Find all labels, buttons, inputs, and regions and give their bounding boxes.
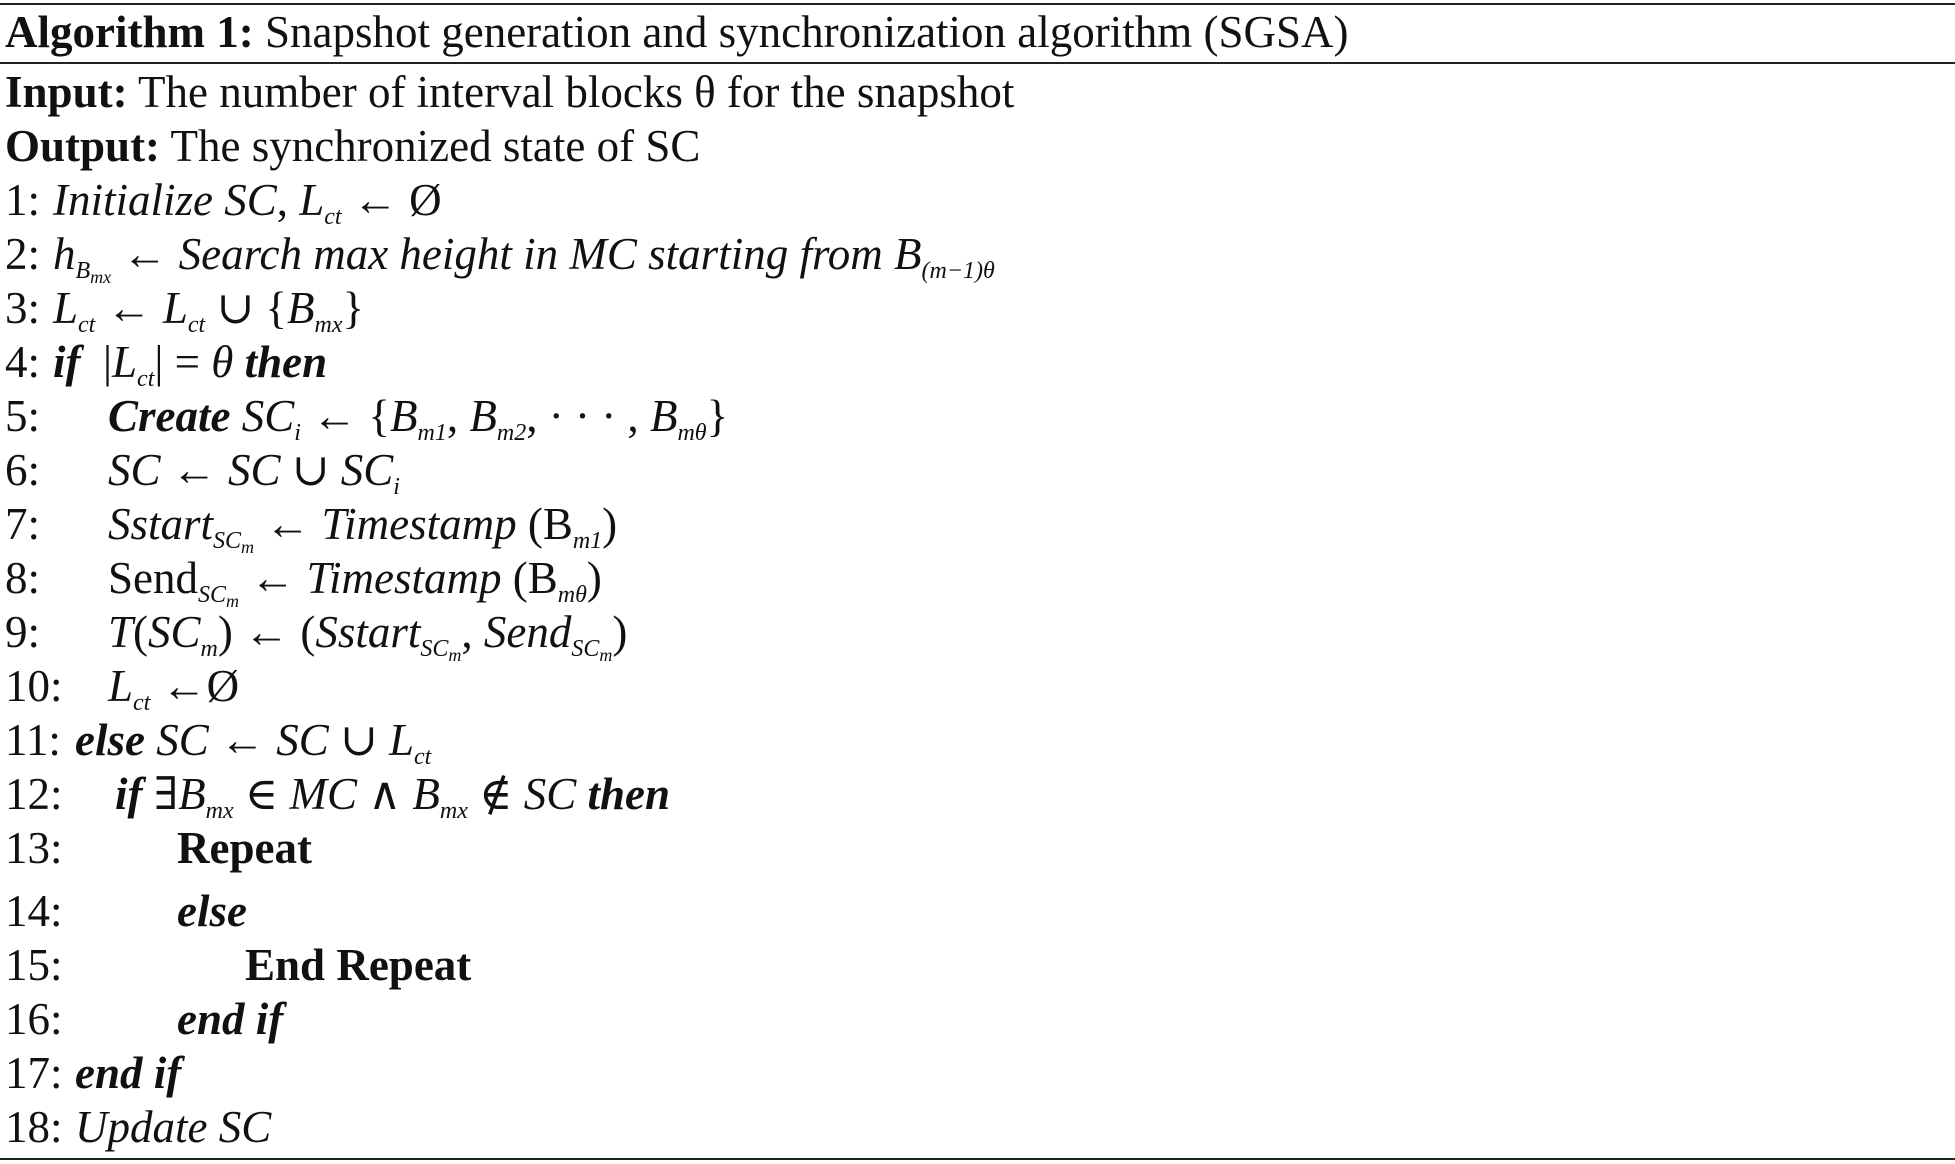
bottom-rule: [0, 1158, 1955, 1160]
line-body: Repeat: [177, 823, 312, 873]
line-body: End Repeat: [245, 940, 472, 990]
line-body: $L_{ct}$ ← $L_{ct}$ ∪ $\{B_{mx}\}$: [53, 283, 365, 338]
line-number: 18:: [5, 1102, 63, 1152]
line-body: Sstart$_{SC_m}$ ← Timestamp $(B_{m1})$: [108, 499, 618, 557]
algorithm-line-15: [5, 939, 472, 991]
algorithm-line-10: [5, 660, 240, 716]
line-body: Initialize SC, $L_{ct}$ ← Ø: [53, 175, 442, 230]
line-body: Create $SC_i$ ← {$B_{m1}$, $B_{m2}$, · · · , $B_{m\theta}$}: [108, 391, 729, 446]
algorithm-line-2: [5, 228, 995, 287]
line-number: 17:: [5, 1048, 63, 1098]
input-line: [5, 66, 1014, 118]
line-body: SC ← SC ∪ $SC_i$: [108, 445, 400, 500]
line-number: 10:: [5, 661, 63, 711]
line-body: else: [177, 886, 247, 936]
algorithm-title: Snapshot generation and synchronization algorithm (SGSA): [264, 7, 1349, 57]
line-number: 11:: [5, 715, 61, 765]
algorithm-line-14: [5, 885, 247, 937]
algorithm-line-4: [5, 336, 328, 392]
algorithm-line-9: [5, 606, 628, 665]
algorithm-caption: [5, 6, 1349, 58]
line-body: $T(SC_m)$ ← (Sstart$_{SC_m}$, Send$_{SC_m}$): [108, 607, 628, 665]
input-text: The number of interval blocks θ for the snapshot: [138, 67, 1015, 117]
line-number: 9:: [5, 607, 41, 657]
line-body: $h_{B_{mx}}$ ← Search max height in MC starting from $B_{(m-1)\theta}$: [53, 229, 995, 287]
line-number: 15:: [5, 940, 63, 990]
algorithm-line-11: [5, 714, 432, 770]
algorithm-line-7: [5, 498, 618, 557]
line-body: else SC ← SC ∪ $L_{ct}$: [75, 715, 432, 770]
line-body: Update SC: [75, 1102, 272, 1152]
algorithm-line-5: [5, 390, 729, 446]
line-body: if $\exists B_{mx}$ ∈ MC ∧ $B_{mx}$ ∉ SC then: [115, 769, 670, 824]
line-number: 8:: [5, 553, 41, 603]
line-number: 13:: [5, 823, 63, 873]
top-rule: [0, 3, 1955, 5]
algorithm-line-8: [5, 552, 602, 611]
line-number: 3:: [5, 283, 41, 333]
output-label: Output:: [5, 121, 161, 171]
algorithm-line-1: [5, 174, 442, 230]
algorithm-line-18: [5, 1101, 272, 1153]
algorithm-line-12: [5, 768, 670, 824]
line-body: end if: [75, 1048, 182, 1098]
line-number: 7:: [5, 499, 41, 549]
algorithm-label: Algorithm 1:: [5, 7, 254, 57]
line-body: end if: [177, 994, 284, 1044]
algorithm-line-16: [5, 993, 284, 1045]
line-number: 5:: [5, 391, 41, 441]
line-number: 4:: [5, 337, 41, 387]
algorithm-line-3: [5, 282, 365, 338]
line-body: Send$_{SC_m}$ ← Timestamp $(B_{m\theta})$: [108, 553, 602, 611]
line-number: 16:: [5, 994, 63, 1044]
line-body: if $|L_{ct}| = \theta$ then: [53, 337, 328, 392]
line-number: 1:: [5, 175, 41, 225]
algorithm-line-13: [5, 822, 312, 874]
input-label: Input:: [5, 67, 128, 117]
line-body: $L_{ct}$ ←Ø: [108, 661, 240, 716]
caption-rule: [0, 62, 1955, 64]
algorithm-line-6: [5, 444, 400, 500]
line-number: 6:: [5, 445, 41, 495]
output-text: The synchronized state of SC: [170, 121, 701, 171]
output-line: [5, 120, 700, 172]
line-number: 12:: [5, 769, 63, 819]
algorithm-line-17: [5, 1047, 182, 1099]
line-number: 14:: [5, 886, 63, 936]
line-number: 2:: [5, 229, 41, 279]
